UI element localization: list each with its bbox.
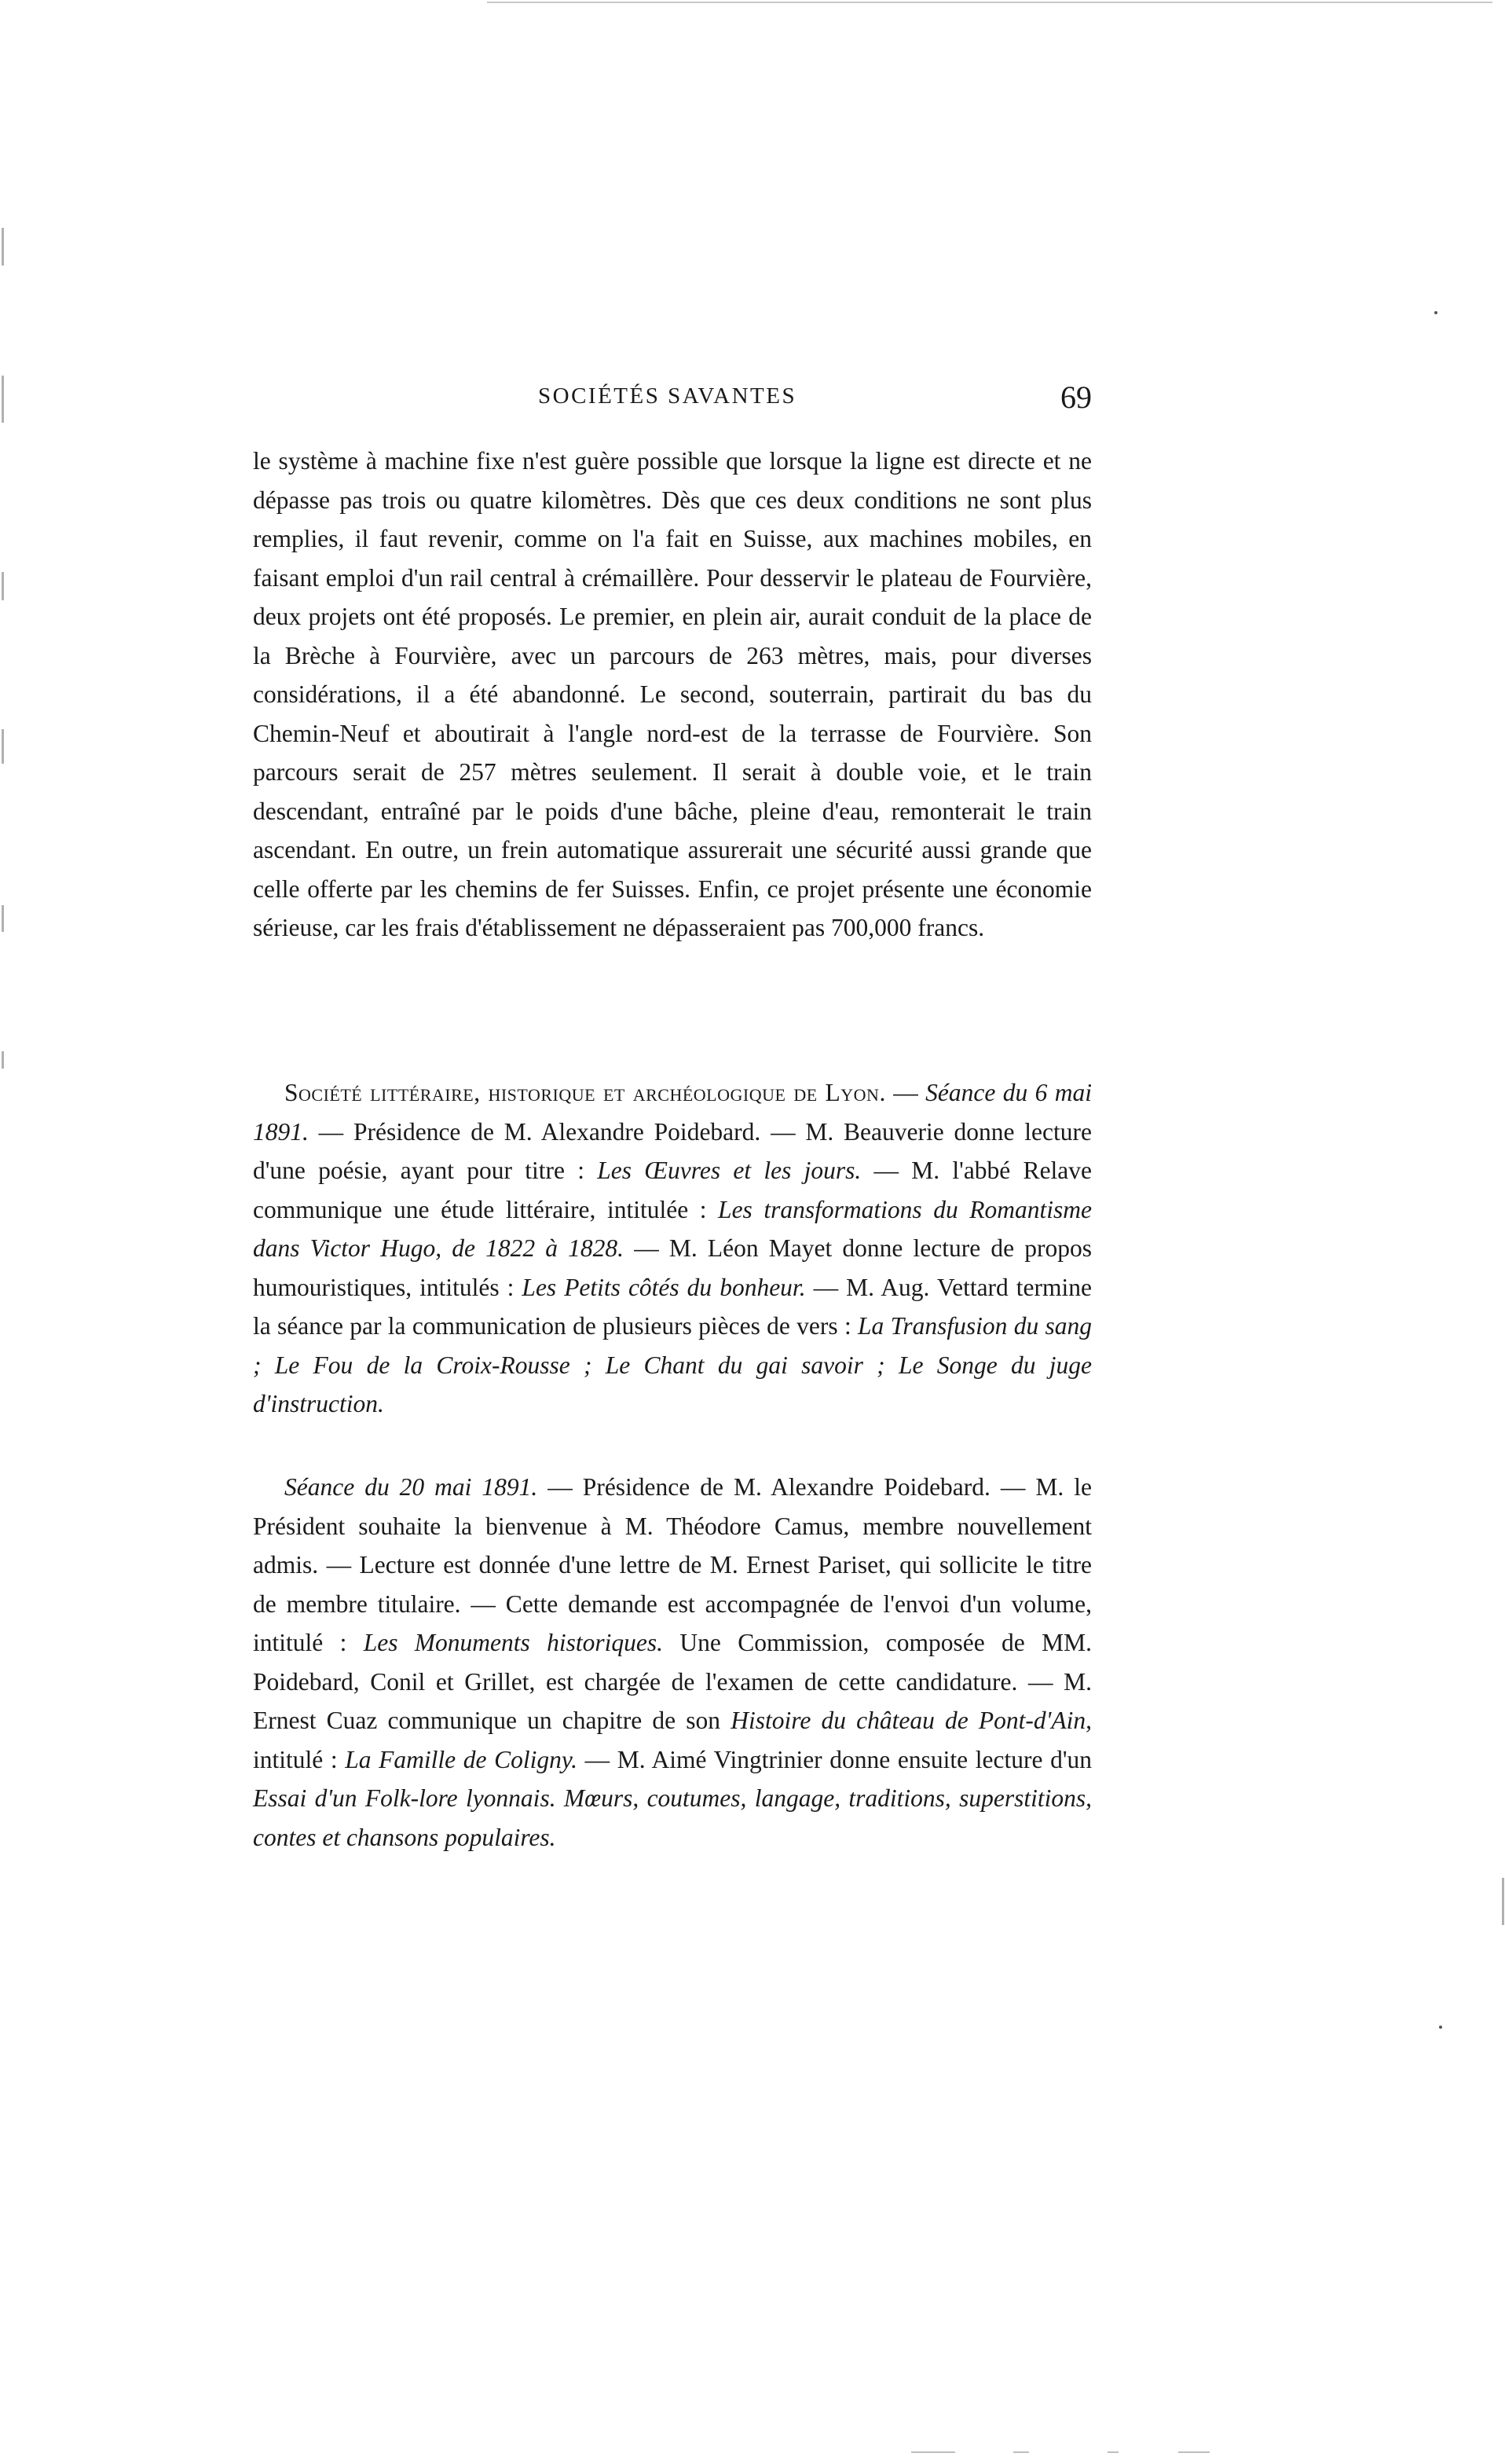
text-run: —	[885, 1079, 926, 1106]
paragraph-funicular: le système à machine fixe n'est guère possible que lorsque la ligne est directe et ne dépasse pas trois ou quatre kilomètres. Dès que ces deux conditions ne sont plus remplies, il faut revenir, comme on l'a fait en Suisse, aux machines mobiles, en faisant emploi d'un rail central à crémaillère. Pour desservir le plateau de Fourvière, deux projets ont été proposés. Le premier, en plein air, aurait conduit de la place de la Brèche à Fourvière, avec un parcours de 263 mètres, mais, pour diverses considérations, il a été abandonné. Le second, souterrain, partirait du bas du Chemin-Neuf et aboutirait à l'angle nord-est de la terrasse de Fourvière. Son parcours serait de 257 mètres seulement. Il serait à double voie, et le train descendant, entraîné par le poids d'une bâche, pleine d'eau, remonterait le train ascendant. En outre, un frein automatique assurerait une sécurité aussi grande que celle offerte par les chemins de fer Suisses. Enfin, ce projet présente une économie sérieuse, car les frais d'établissement ne dépasseraient pas 700,000 francs.	[253, 447, 1092, 941]
work-title: Histoire du château de Pont-d'Ain,	[731, 1707, 1092, 1734]
work-title: Les Petits côtés du bonheur.	[522, 1273, 806, 1301]
text-run: Une Commission, composée de MM. Poidebard, Conil et Grillet, est chargée de l'examen de cette candidature. — M. Ernest Cuaz communique un chapitre de son	[253, 1629, 1093, 1734]
scan-bottom-mark	[1013, 2451, 1029, 2453]
scan-dot	[1434, 311, 1437, 314]
text-run: intitulé :	[253, 1745, 346, 1773]
scan-edge-mark	[2, 729, 4, 764]
scan-edge-mark	[2, 228, 4, 266]
text-run: — Présidence de M. Alexandre Poidebard. — M. Beauverie donne lecture d'une poésie, ayant pour titre :	[253, 1117, 1092, 1184]
session-date: Séance du 6 mai 1891.	[253, 1079, 1092, 1146]
text-run: — M. Léon Mayet donne lecture de propos humouristiques, intitulés :	[253, 1234, 1092, 1301]
scan-edge-mark	[1502, 1878, 1504, 1925]
scan-edge-mark	[2, 1051, 4, 1069]
text-run: — M. l'abbé Relave communique une étude littéraire, intitulée :	[253, 1157, 1093, 1223]
work-title: Les transformations du Romantisme dans Victor Hugo, de 1822 à 1828.	[253, 1195, 1092, 1262]
running-head	[251, 380, 1092, 423]
text-run: — M. Aug. Vettard termine la séance par la communication de plusieurs pièces de vers :	[253, 1273, 1093, 1340]
scan-edge-mark	[2, 376, 4, 423]
text-run: — M. Aimé Vingtrinier donne ensuite lecture d'un	[577, 1745, 1093, 1773]
scan-bottom-mark	[911, 2451, 955, 2453]
work-title: Essai d'un Folk-lore lyonnais. Mœurs, coutumes, langage, traditions, superstitions, contes et chansons populaires.	[253, 1784, 1092, 1851]
work-title: La Transfusion du sang ; Le Fou de la Croix-Rousse ; Le Chant du gai savoir ; Le Songe du juge d'instruction.	[253, 1312, 1093, 1417]
scan-dot	[1439, 2026, 1442, 2029]
scan-edge-mark	[2, 905, 4, 932]
text-run: — Présidence de M. Alexandre Poidebard. — M. le Président souhaite la bienvenue à M. Théodore Camus, membre nouvellement admis. — Lecture est donnée d'une lettre de M. Ernest Pariset, qui sollicite le titre de membre titulaire. — Cette demande est accompagnée de l'envoi d'un volume, intitulé :	[253, 1473, 1092, 1656]
work-title: La Famille de Coligny.	[345, 1745, 578, 1773]
scan-edge-line	[487, 2, 1492, 3]
session-date: Séance du 20 mai 1891.	[284, 1473, 538, 1501]
page-number: 69	[1060, 380, 1092, 415]
scan-bottom-mark	[1108, 2451, 1119, 2453]
running-title: SOCIÉTÉS SAVANTES	[538, 383, 797, 409]
paragraph-session-6-mai	[253, 1073, 1092, 1424]
work-title: Les Œuvres et les jours.	[597, 1157, 862, 1184]
scan-edge-mark	[2, 572, 4, 600]
society-name: Société littéraire, historique et archéologique de Lyon.	[284, 1079, 886, 1106]
work-title: Les Monuments historiques.	[363, 1629, 664, 1656]
scan-bottom-mark	[1178, 2451, 1210, 2453]
paragraph-session-20-mai	[253, 1468, 1092, 1857]
